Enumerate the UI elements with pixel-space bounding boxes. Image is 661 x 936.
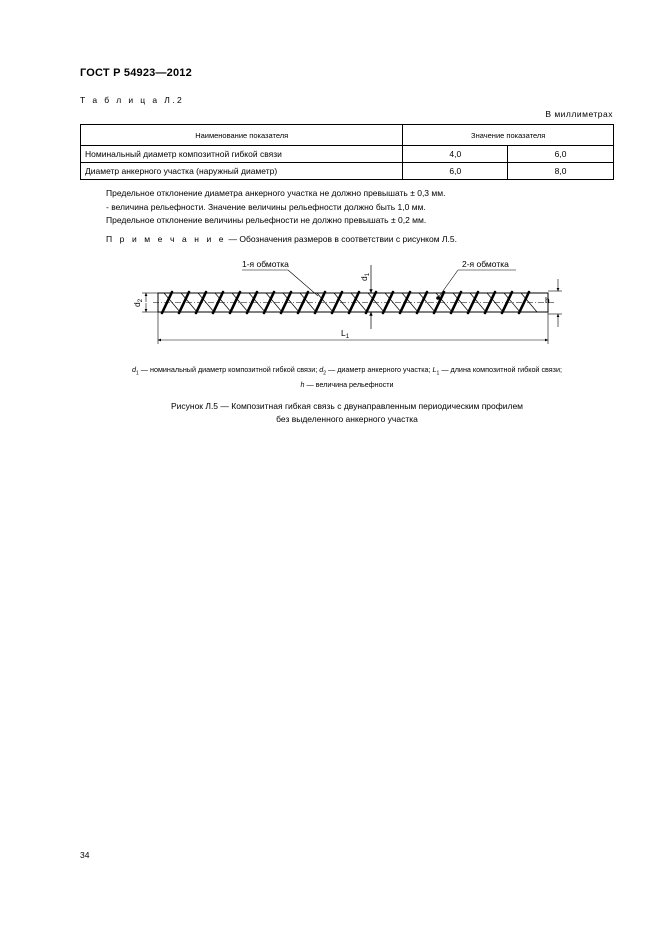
winding1-leader [288,270,318,296]
figure-caption [80,400,614,426]
row-value-2: 6,0 [508,146,614,163]
page-number: 34 [80,850,90,860]
parameters-table [80,124,614,180]
winding2-point [436,296,440,300]
d2-label: $d_2$ [132,298,144,307]
row-value-2: 8,0 [508,163,614,180]
l1-label: $L_1$ [341,328,350,340]
table-label: Т а б л и ц а Л.2 [80,95,185,105]
row-name: Номинальный диаметр композитной гибкой связи [81,146,403,163]
table-units: В миллиметрах [545,109,613,119]
remark-label: П р и м е ч а н и е [106,234,227,244]
d1-label: $d_1$ [359,272,371,281]
remark-text: — Обозначения размеров в соответствии с рисунком Л.5. [226,234,457,244]
header-parameter-value: Значение показателя [403,125,614,146]
remark [106,234,457,244]
table-header-row [81,125,614,146]
table-row [81,146,614,163]
caption-line-1: Рисунок Л.5 — Композитная гибкая связь с двунаправленным периодическим профилем [170,401,524,411]
note-line: Предельное отклонение величины рельефности не должно превышать ± 0,2 мм. [106,215,427,225]
row-value-1: 6,0 [403,163,508,180]
winding2-leader [438,270,458,298]
row-value-1: 4,0 [403,146,508,163]
legend-line-1: $d_1$ — номинальный диаметр композитной гибкой связи; $d_2$ — диаметр анкерного участка; $L_1$ — длина композитной гибкой связи; [132,365,562,377]
winding1-label: 1-я обмотка [242,259,289,269]
table-row [81,163,614,180]
document-header: ГОСТ Р 54923—2012 [80,67,192,79]
row-name: Диаметр анкерного участка (наружный диаметр) [81,163,403,180]
figure-legend [80,364,614,391]
legend-line-2: h — величина рельефности [300,380,394,390]
tolerance-notes [106,187,445,228]
rod-drawing [118,255,568,355]
header-parameter-name: Наименование показателя [81,125,403,146]
note-line: Предельное отклонение диаметра анкерного участка не должно превышать ± 0,3 мм. [106,188,446,198]
note-line: - величина рельефности. Значение величины рельефности должно быть 1,0 мм. [106,201,426,212]
caption-line-2: без выделенного анкерного участка [276,414,418,424]
h-label: h [545,295,550,305]
winding2-label: 2-я обмотка [462,259,509,269]
